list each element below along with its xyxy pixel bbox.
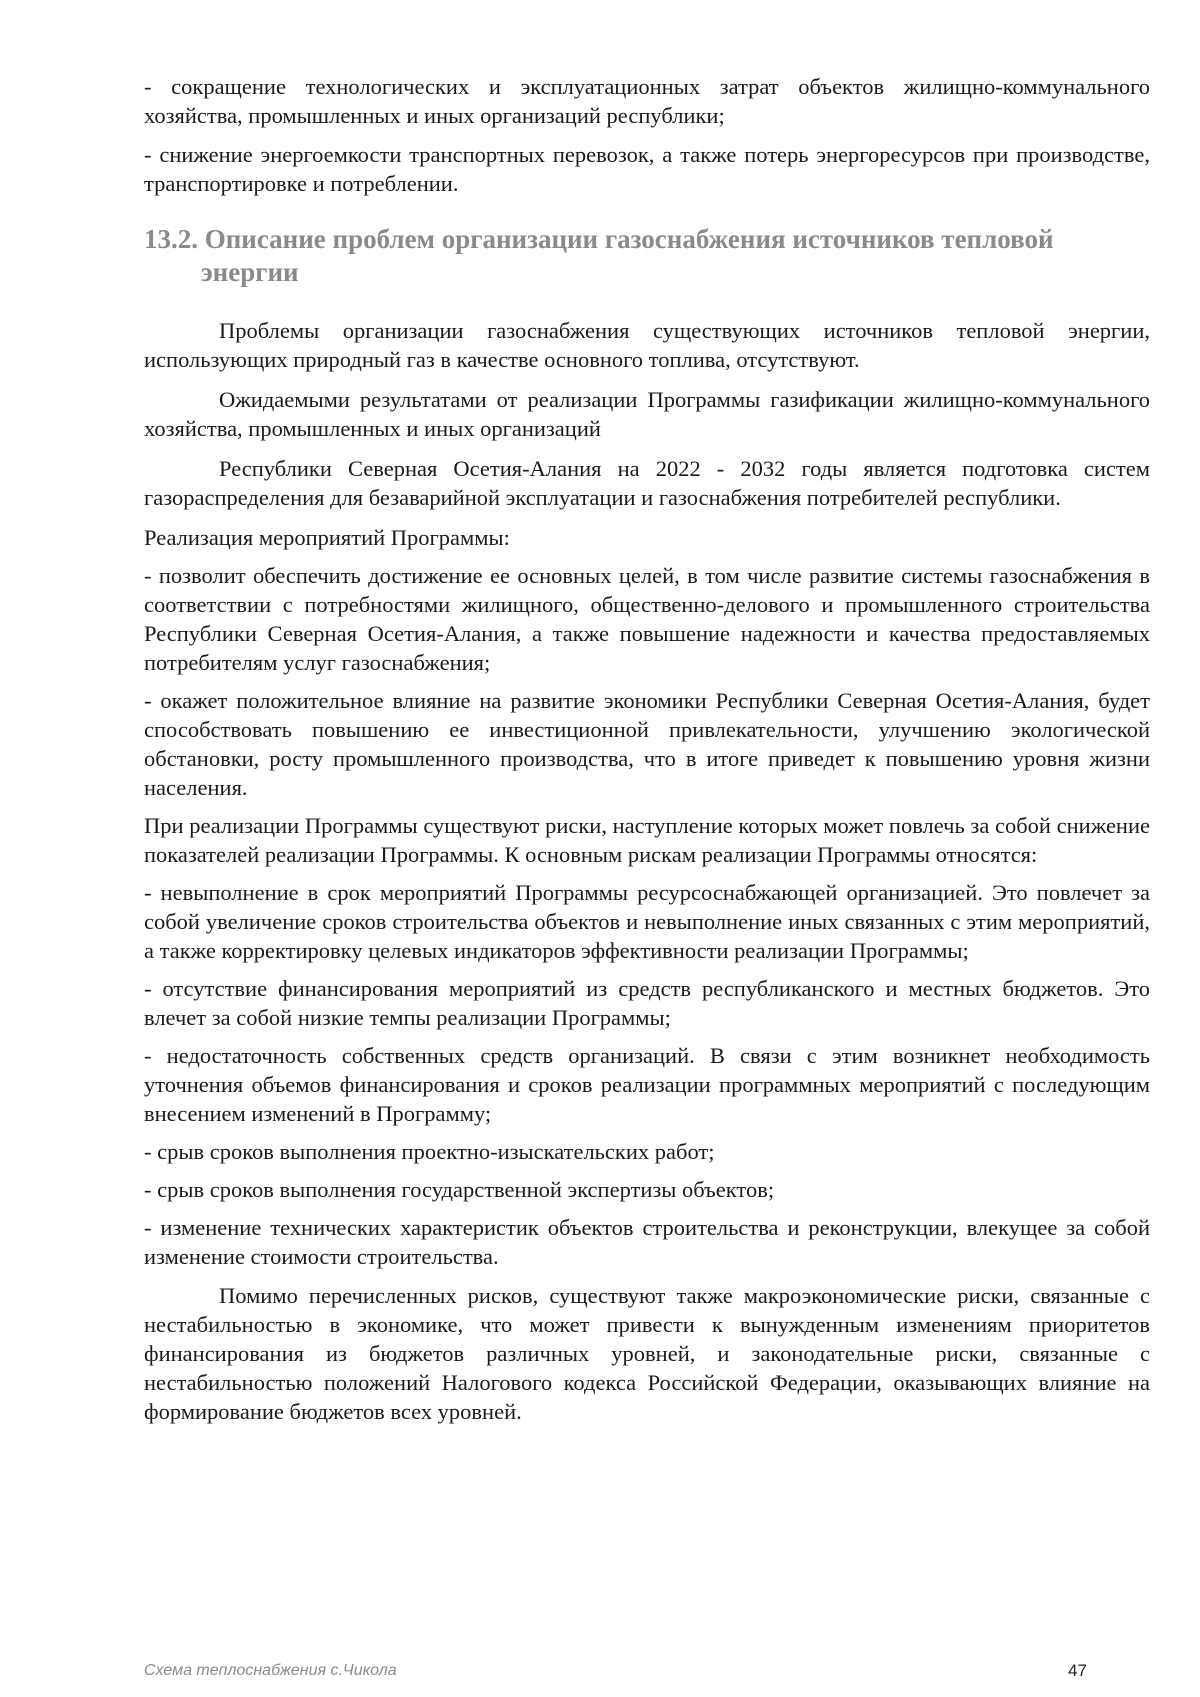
- body-paragraph: Помимо перечисленных рисков, существуют также макроэкономические риски, связанные с нестабильностью в экономике, что может привести к вынужденным изменениям приоритетов финансирования из бюджетов различных уровней, и законодательные риски, связанные с нестабильностью положений Налогового кодекса Российской Федерации, оказывающих влияние на формирование бюджетов всех уровней.: [144, 1283, 1150, 1424]
- bullet-paragraph: - отсутствие финансирования мероприятий из средств республиканского и местных бюджетов. Это влечет за собой низкие темпы реализации Программы;: [144, 976, 1150, 1030]
- bullet-paragraph: - недостаточность собственных средств организаций. В связи с этим возникнет необходимость уточнения объемов финансирования и сроков реализации программных мероприятий с последующим внесением изменений в Программу;: [144, 1043, 1150, 1126]
- body-paragraph: Проблемы организации газоснабжения существующих источников тепловой энергии, использующих природный газ в качестве основного топлива, отсутствуют.: [144, 318, 1150, 372]
- footer-title: Схема теплоснабжения с.Чикола: [144, 1662, 397, 1679]
- bullet-paragraph: - позволит обеспечить достижение ее основных целей, в том числе развитие системы газоснабжения в соответствии с потребностями жилищного, общественно-делового и промышленного строительства Республики Северная Осетия-Алания, а также повышение надежности и качества предоставляемых потребителям услуг газоснабжения;: [144, 563, 1150, 675]
- section-heading: 13.2. Описание проблем организации газоснабжения источников тепловой энергии: [144, 224, 1054, 287]
- page-content: [144, 72, 1150, 1426]
- body-paragraph: Республики Северная Осетия-Алания на 2022 - 2032 годы является подготовка систем газораспределения для безаварийной эксплуатации и газоснабжения потребителей республики.: [144, 456, 1150, 510]
- bullet-paragraph: - окажет положительное влияние на развитие экономики Республики Северная Осетия-Алания, будет способствовать повышению ее инвестиционной привлекательности, улучшению экологической обстановки, росту промышленного производства, что в итоге приведет к повышению уровня жизни населения.: [144, 688, 1150, 800]
- body-paragraph: Ожидаемыми результатами от реализации Программы газификации жилищно-коммунального хозяйства, промышленных и иных организаций: [144, 387, 1150, 441]
- bullet-paragraph: - сокращение технологических и эксплуатационных затрат объектов жилищно-коммунального хозяйства, промышленных и иных организаций республики;: [144, 74, 1150, 128]
- page-number: 47: [1068, 1661, 1087, 1680]
- bullet-paragraph: - срыв сроков выполнения проектно-изыскательских работ;: [144, 1139, 715, 1164]
- bullet-paragraph: - снижение энергоемкости транспортных перевозок, а также потерь энергоресурсов при производстве, транспортировке и потреблении.: [144, 142, 1150, 196]
- bullet-paragraph: - срыв сроков выполнения государственной экспертизы объектов;: [144, 1177, 775, 1202]
- bullet-paragraph: - изменение технических характеристик объектов строительства и реконструкции, влекущее за собой изменение стоимости строительства.: [144, 1215, 1150, 1269]
- body-paragraph: Реализация мероприятий Программы:: [144, 525, 510, 550]
- bullet-paragraph: - невыполнение в срок мероприятий Программы ресурсоснабжающей организацией. Это повлечет за собой увеличение сроков строительства объектов и невыполнение иных связанных с этим мероприятий, а также корректировку целевых индикаторов эффективности реализации Программы;: [144, 880, 1150, 963]
- body-paragraph: При реализации Программы существуют риски, наступление которых может повлечь за собой снижение показателей реализации Программы. К основным рискам реализации Программы относятся:: [144, 813, 1150, 867]
